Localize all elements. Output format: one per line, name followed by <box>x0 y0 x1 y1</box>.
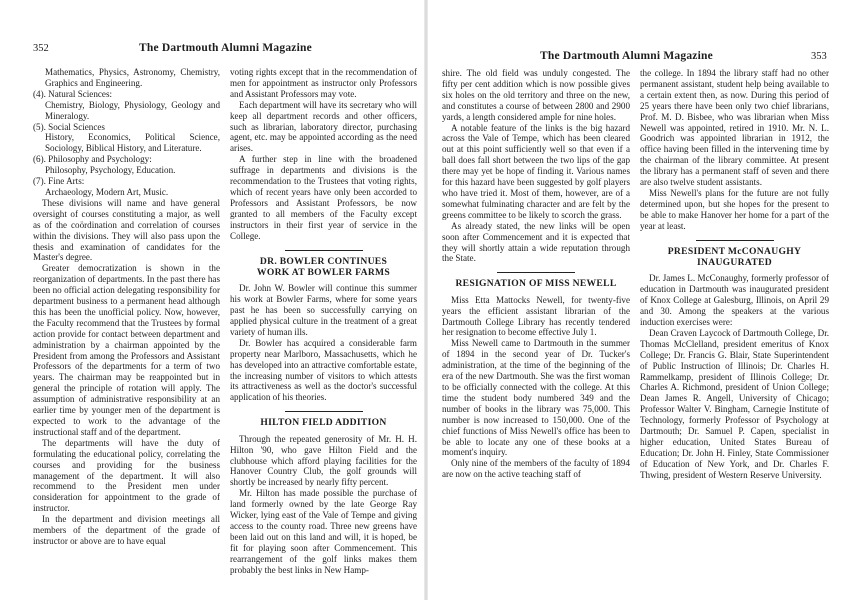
body-paragraph: Dean Craven Laycock of Dartmouth College, Dr. Thomas McClelland, president emeritus of Knox College; Dr. Francis G. Blair, State Superintendent of Public Instruction of Illinois; Dr. Charles H. Rammelkamp, president of Illinois College; Dr. Charles A. Richmond, president of Union College; Dean James R. Angell, University of Chicago; Professor Walter V. Bingham, Carnegie Institute of Technology, formerly Professor of Psychology at Dartmouth; Dr. Samuel P. Capen, specialist in higher education, United States Bureau of Education; Dr. John H. Finley, State Commissioner of Education of New York, and Dr. Charles F. Thwing, president of Western Reserve University. <box>640 327 829 480</box>
body-paragraph: Through the repeated generosity of Mr. H. H. Hilton '90, who gave Hilton Field and the clubhouse which afford playing facilities for the Hanover Country Club, the golf grounds will shortly be increased by nearly fifty percent. <box>230 433 417 488</box>
body-paragraph: A further step in line with the broadened suffrage in departments and divisions is the recommendation to the Trustees that voting rights, which of recent years have only been accorded to Professors and Assistant Professors, be now granted to all members of the Faculty except instructors in their first year of service in the College. <box>230 154 417 241</box>
division-list-item: (7). Fine Arts: <box>33 176 85 187</box>
body-paragraph: the college. In 1894 the library staff had no other permanent assistant, student help being available to a certain extent then, as now. During this period of 25 years there have been only two chief librarians, Prof. M. D. Bisbee, who was librarian when Miss Newell was appointed, retired in 1910. Mr. N. L. Goodrich was appointed librarian in 1912, the office having been filled in the intervening time by the chairman of the library committee. At present the library has a permanent staff of seven and there are also twelve student assistants. <box>640 68 829 188</box>
right-column-1 <box>442 68 630 597</box>
left-column-2 <box>230 67 417 597</box>
right-column-2 <box>640 68 829 597</box>
division-list-item: Philosophy, Psychology, Education. <box>45 165 176 176</box>
article-heading-newell <box>442 278 630 289</box>
body-paragraph: Miss Newell came to Dartmouth in the summer of 1894 in the second year of Dr. Tucker's administration, at the time of the beginning of the era of the new Dartmouth. She was the first woman to be officially connected with the college. At this time the student body numbered 349 and the number of books in the library was 75,000. This number is now increased to 150,000. One of the chief functions of Miss Newell's office has been to be able to locate any one of these books at a moment's inquiry. <box>442 338 630 458</box>
division-list-item: (4). Natural Sciences: <box>33 88 113 99</box>
body-paragraph: Each department will have its secretary who will keep all department records and other officers, such as librarian, laboratory director, purchasing agent, etc. may be appointed according as the need arises. <box>230 99 417 154</box>
body-paragraph: Miss Etta Mattocks Newell, for twenty-five years the efficient assistant librarian of the Dartmouth College Library has recently tendered her resignation to become effective July 1. <box>442 294 630 338</box>
left-column-1 <box>33 67 220 597</box>
body-paragraph: In the department and division meetings all members of the department of the grade of instructor or above are to have equal <box>33 514 220 546</box>
body-paragraph: Mr. Hilton has made possible the purchase of land formerly owned by the late George Ray Wicker, lying east of the Vale of Tempe and giving access to the county road. Three new greens have been laid out on this land and will, it is hoped, be fit for playing soon after Commencement. This rearrangement of the golf links makes them probably the best links in New Hamp- <box>230 488 417 575</box>
body-paragraph: voting rights except that in the recommendation of men for appointment as instructor only Professors and Assistant Professors may vote. <box>230 67 417 99</box>
heading-line: PRESIDENT McCONAUGHY <box>667 245 802 257</box>
article-heading-mcconaughy <box>640 246 829 269</box>
section-rule <box>285 411 363 412</box>
body-paragraph: Dr. John W. Bowler will continue this summer his work at Bowler Farms, where for some years past he has been so successfully carrying on applied physical culture in the treatment of a great variety of human ills. <box>230 283 417 337</box>
page-number: 352 <box>33 43 49 54</box>
division-list-item: (5). Social Sciences <box>33 121 105 132</box>
section-rule <box>285 250 363 251</box>
body-paragraph: Dr. Bowler has acquired a considerable farm property near Marlboro, Massachusetts, which he has developed into an attractive comfortable estate, the increasing number of visitors to which attests its attractiveness as well as the doctor's successful application of his theories. <box>230 337 417 403</box>
body-paragraph: As already stated, the new links will be open soon after Commencement and it is expected that they will shortly attain a wide reputation through the State. <box>442 220 630 264</box>
heading-line: RESIGNATION OF MISS NEWELL <box>455 278 617 290</box>
division-list-item: History, Economics, Political Science, Sociology, Biblical History, and Literature. <box>45 132 220 154</box>
body-paragraph: Dr. James L. McConaughy, formerly professor of education in Dartmouth was inaugurated president of Knox College at Galesburg, Illinois, on April 29 and 30. Among the speakers at the various induction exercises were: <box>640 273 829 328</box>
article-heading-bowler <box>230 256 417 279</box>
article-heading-hilton <box>230 417 417 428</box>
section-rule <box>497 272 575 273</box>
division-list-item: Mathematics, Physics, Astronomy, Chemistry, Graphics and Engineering. <box>45 67 220 88</box>
page-number: 353 <box>811 51 827 62</box>
heading-line: INAUGURATED <box>696 257 773 268</box>
heading-line: HILTON FIELD ADDITION <box>260 417 387 429</box>
body-paragraph: These divisions will name and have general oversight of courses constituting a major, as well as of the coördination and correlation of courses within the divisions. They will also pass upon the thesis and examination of candidates for the Master's degree. <box>33 197 220 263</box>
division-list-item: (6). Philosophy and Psychology: <box>33 154 152 165</box>
body-paragraph: Greater democratization is shown in the reorganization of departments. In the past there has been no official action delegating responsibility for department business to a permanent head although this has been the unofficial policy. Now, however, the Faculty recommend that the Trustees by formal action provide for contact between department and administration by a chairman appointed by the President from among the Professors and Assistant Professors of the departments for a term of two years. The chairman may be reappointed but in general the principle of rotation will apply. The assumption of administrative responsibility at an earlier time by younger men of the department is expected to work to the advantage of the instructional staff and of the department. <box>33 263 220 437</box>
body-paragraph: shire. The old field was unduly congested. The fifty per cent addition which is now possible gives six holes on the old territory and three on the new, and constitutes a course of between 2800 and 2900 yards, a length considered ample for nine holes. <box>442 68 630 122</box>
heading-line: WORK AT BOWLER FARMS <box>256 266 391 278</box>
division-list-item: Chemistry, Biology, Physiology, Geology and Mineralogy. <box>45 99 220 121</box>
running-head: The Dartmouth Alumni Magazine <box>139 42 312 54</box>
right-page <box>426 0 852 600</box>
division-list <box>33 67 220 198</box>
body-paragraph: The departments will have the duty of formulating the educational policy, correlating the courses and providing for the business management of the department. It will also recommend to the President men under consideration for appointment to the grade of instructor. <box>33 437 220 514</box>
heading-line: DR. BOWLER CONTINUES <box>259 255 388 267</box>
body-paragraph: Only nine of the members of the faculty of 1894 are now on the active teaching staff of <box>442 458 630 480</box>
division-list-item: Archaeology, Modern Art, Music. <box>45 186 169 197</box>
body-paragraph: A notable feature of the links is the big hazard across the Vale of Tempe, which has been cleared out at this point sufficiently well so that even if a ball does fall short between the two lips of the gap there may yet be hope of finding it. Various names for this hazard have been suggested by golf players who have tried it. Most of them, however, are of a somewhat fulminating character and are felt by the greens committee to be likely to scorch the grass. <box>442 122 630 220</box>
running-head: The Dartmouth Alumni Magazine <box>540 50 713 62</box>
body-paragraph: Miss Newell's plans for the future are not fully determined upon, but she hopes for the present to be able to make Hanover her home for a part of the year at least. <box>640 187 829 231</box>
section-rule <box>696 240 774 241</box>
